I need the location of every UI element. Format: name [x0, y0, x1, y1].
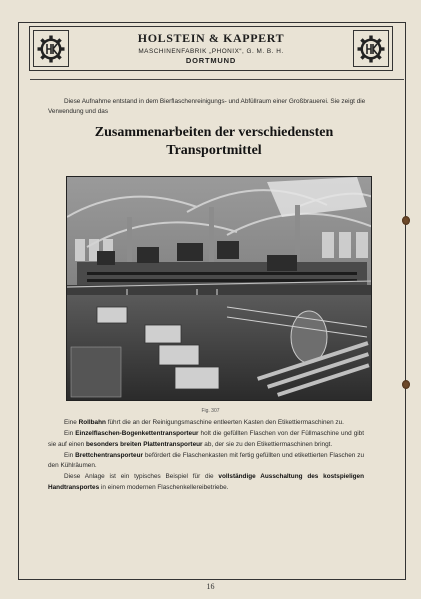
hk-gear-logo-icon: [33, 30, 69, 67]
paragraph: Ein Einzelflaschen-Bogenkettentransporteur holt die gefüllten Flaschen von der Füllmaschine und gibt sie auf einen besonders breiten Plattentransporteur ab, der sie zu den Etikettiermaschinen bringt.: [48, 430, 364, 448]
binding-hole: [402, 216, 410, 225]
company-city: DORTMUND: [185, 56, 237, 65]
hk-gear-logo-icon: [353, 30, 389, 67]
figure-caption: Fig. 307: [201, 408, 220, 414]
binding-hole: [402, 380, 410, 389]
paragraph: Diese Anlage ist ein typisches Beispiel für die vollständige Ausschaltung des kostspieligen Handtransportes in einem modernen Flaschenkellereibetriebe.: [48, 473, 365, 491]
header-rule: [30, 79, 404, 80]
company-name: HOLSTEIN & KAPPERT: [137, 31, 285, 45]
page-number: 16: [206, 582, 215, 591]
page-title: [48, 124, 380, 160]
description-text: [48, 418, 364, 494]
paragraph: Ein Brettchentransporteur befördert die Flaschenkasten mit fertig gefüllten und etikettierten Flaschen zu den Kühlräumen.: [48, 451, 365, 470]
paragraph: Eine Rollbahn führt die an der Reinigungsmaschine entleerten Kasten den Etikettiermaschinen zu.: [64, 419, 344, 426]
letterhead: [29, 26, 393, 71]
page-title-line-1: Zusammenarbeiten der verschiedensten: [94, 125, 334, 140]
page-title-line-2: Transportmittel: [166, 143, 262, 158]
intro-text: Diese Aufnahme entstand in dem Bierflaschenreinigungs- und Abfüllraum einer Großbrauerei. Sie zeigt die Verwendung und das: [48, 98, 366, 115]
brewery-bottling-hall-photo: [66, 176, 372, 401]
company-subtitle: MASCHINENFABRIK „PHONIX“, G. M. B. H.: [138, 48, 284, 55]
